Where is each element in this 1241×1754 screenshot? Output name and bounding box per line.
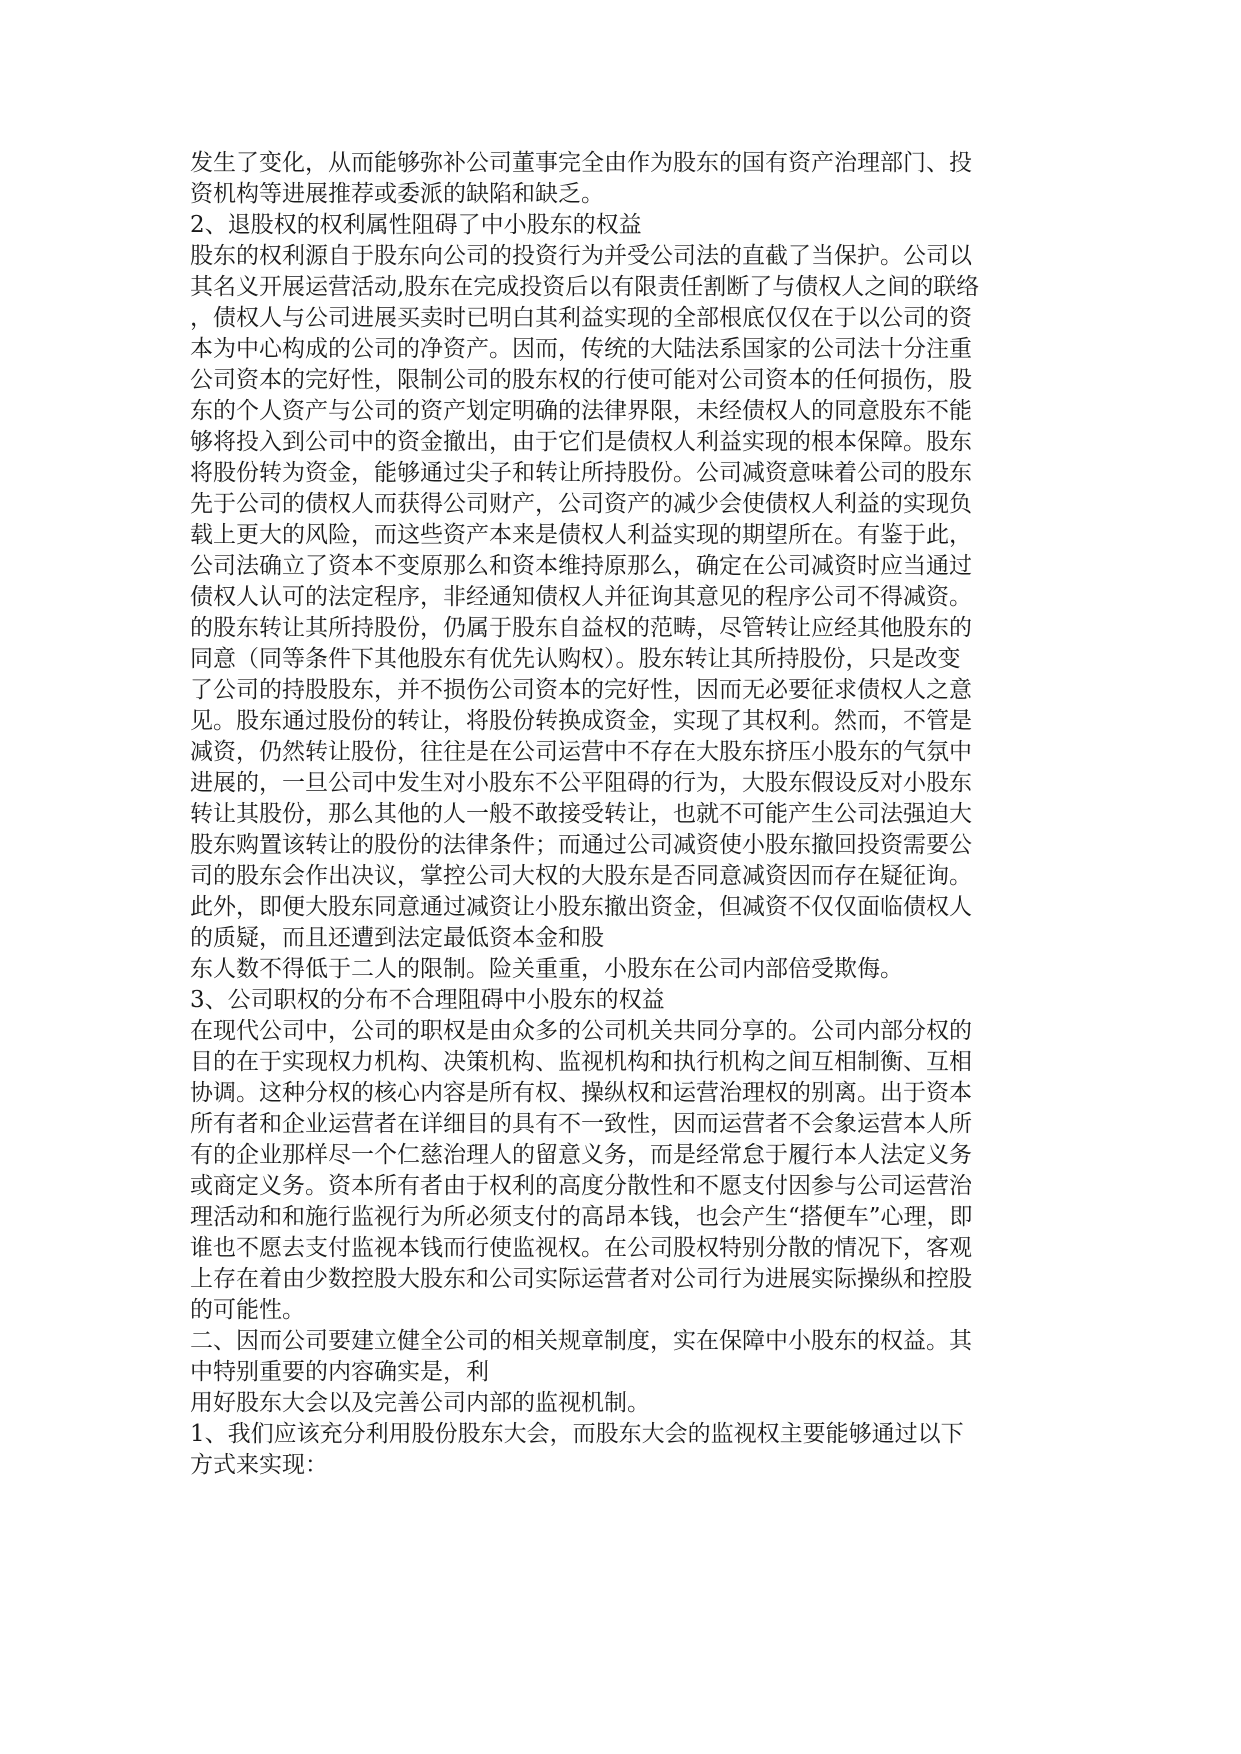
text-line: 有的企业那样尽一个仁慈治理人的留意义务，而是经常怠于履行本人法定义务 [190, 1142, 972, 1168]
text-line: 上存在着由少数控股大股东和公司实际运营者对公司行为进展实际操纵和控股 [190, 1266, 972, 1292]
text-line: 减资，仍然转让股份，往往是在公司运营中不存在大股东挤压小股东的气氛中 [190, 739, 972, 765]
text-line: 资机构等进展推荐或委派的缺陷和缺乏。 [190, 181, 604, 207]
text-line: 其名义开展运营活动,股东在完成投资后以有限责任割断了与债权人之间的联络 [190, 274, 980, 300]
text-line: 目的在于实现权力机构、决策机构、监视机构和执行机构之间互相制衡、互相 [190, 1049, 972, 1075]
text-line: 公司法确立了资本不变原那么和资本维持原那么，确定在公司减资时应当通过 [190, 553, 972, 579]
text-line: 发生了变化，从而能够弥补公司董事完全由作为股东的国有资产治理部门、投 [190, 150, 972, 176]
section-heading: 3、公司职权的分布不合理阻碍中小股东的权益 [190, 987, 665, 1013]
text-line: 同意（同等条件下其他股东有优先认购权）。股东转让其所持股份，只是改变 [190, 646, 961, 672]
text-line: 将股份转为资金，能够通过尖子和转让所持股份。公司减资意味着公司的股东 [190, 460, 972, 486]
text-line: 此外，即便大股东同意通过减资让小股东撤出资金，但减资不仅仅面临债权人 [190, 894, 972, 920]
text-line: 东的个人资产与公司的资产划定明确的法律界限，未经债权人的同意股东不能 [190, 398, 972, 424]
text-line: ，债权人与公司进展买卖时已明白其利益实现的全部根底仅仅在于以公司的资 [190, 305, 972, 331]
text-line: 在现代公司中，公司的职权是由众多的公司机关共同分享的。公司内部分权的 [190, 1018, 972, 1044]
body-text [190, 148, 1070, 1481]
text-line: 的质疑，而且还遭到法定最低资本金和股 [190, 925, 604, 951]
text-line: 用好股东大会以及完善公司内部的监视机制。 [190, 1390, 650, 1416]
text-line: 司的股东会作出决议，掌控公司大权的大股东是否同意减资因而存在疑征询。 [190, 863, 972, 889]
text-line: 见。股东通过股份的转让，将股份转换成资金，实现了其权利。然而，不管是 [190, 708, 972, 734]
text-line: 的股东转让其所持股份，仍属于股东自益权的范畴，尽管转让应经其他股东的 [190, 615, 972, 641]
text-line: 中特别重要的内容确实是，利 [190, 1359, 489, 1385]
text-line: 所有者和企业运营者在详细目的具有不一致性，因而运营者不会象运营本人所 [190, 1111, 972, 1137]
text-line: 方式来实现： [190, 1452, 328, 1478]
text-line: 东人数不得低于二人的限制。险关重重，小股东在公司内部倍受欺侮。 [190, 956, 903, 982]
text-line: 股东的权利源自于股东向公司的投资行为并受公司法的直截了当保护。公司以 [190, 243, 972, 269]
text-line: 进展的，一旦公司中发生对小股东不公平阻碍的行为，大股东假设反对小股东 [190, 770, 972, 796]
text-line: 先于公司的债权人而获得公司财产，公司资产的减少会使债权人利益的实现负 [190, 491, 972, 517]
text-line: 1、我们应该充分利用股份股东大会，而股东大会的监视权主要能够通过以下 [190, 1421, 964, 1447]
text-line: 了公司的持股股东，并不损伤公司资本的完好性，因而无必要征求债权人之意 [190, 677, 972, 703]
section-heading: 二、因而公司要建立健全公司的相关规章制度，实在保障中小股东的权益。其 [190, 1328, 972, 1354]
text-line: 的可能性。 [190, 1297, 305, 1323]
text-line: 够将投入到公司中的资金撤出，由于它们是债权人利益实现的根本保障。股东 [190, 429, 972, 455]
text-line: 债权人认可的法定程序，非经通知债权人并征询其意见的程序公司不得减资。 [190, 584, 972, 610]
text-line: 股东购置该转让的股份的法律条件；而通过公司减资使小股东撤回投资需要公 [190, 832, 972, 858]
text-line: 载上更大的风险，而这些资产本来是债权人利益实现的期望所在。有鉴于此， [190, 522, 972, 548]
text-line: 公司资本的完好性，限制公司的股东权的行使可能对公司资本的任何损伤，股 [190, 367, 972, 393]
section-heading: 2、退股权的权利属性阻碍了中小股东的权益 [190, 212, 642, 238]
text-line: 理活动和和施行监视行为所必须支付的高昂本钱，也会产生“搭便车”心理，即 [190, 1204, 973, 1230]
text-line: 协调。这种分权的核心内容是所有权、操纵权和运营治理权的别离。出于资本 [190, 1080, 972, 1106]
text-line: 本为中心构成的公司的净资产。因而，传统的大陆法系国家的公司法十分注重 [190, 336, 972, 362]
text-line: 或商定义务。资本所有者由于权利的高度分散性和不愿支付因参与公司运营治 [190, 1173, 972, 1199]
text-line: 谁也不愿去支付监视本钱而行使监视权。在公司股权特别分散的情况下，客观 [190, 1235, 972, 1261]
text-line: 转让其股份，那么其他的人一般不敢接受转让，也就不可能产生公司法强迫大 [190, 801, 972, 827]
